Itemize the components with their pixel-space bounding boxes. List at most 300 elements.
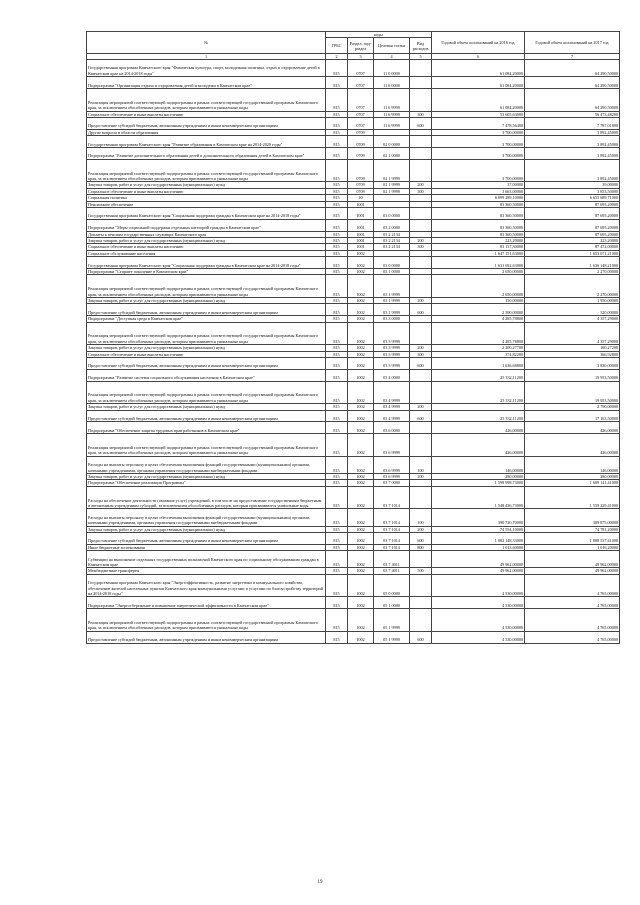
row-exptype [410,257,432,269]
row-exptype: 200 [410,182,432,188]
row-name: Государственная программа Камчатского края "Физическая культура, спорт, молодежная политика, отдых и оздоровление детей в Камчатском крае на 2014-2018 годы" [87,60,326,77]
row-section: 1002 [348,533,374,545]
row-section: 1002 [348,250,374,256]
header-index: 6 [432,54,525,60]
row-name: Реализация мероприятий соответствующей подпрограммы в рамках соответствующей государственной программы Камчатского края, за исключением обособленных расходов, которым присваиваются уникальные коды [87,322,326,345]
row-vol2017: 49 962,00000 [525,551,620,568]
row-target: 05 1 0000 [374,597,410,609]
row-grbs: 815 [326,136,348,148]
row-vol2017: 87 695,20000 [525,201,620,207]
row-exptype [410,208,432,220]
row-vol2017: 87 695,20000 [525,219,620,231]
row-name: Государственная программа Камчатского края "Социальная поддержка граждан в Камчатском крае на 2014-2018 годы" [87,208,326,220]
row-exptype [410,597,432,609]
row-section: 1001 [348,238,374,244]
row-name: Социальное обеспечение и иные выплаты населению [87,244,326,250]
row-vol2016: 374,82200 [432,351,525,357]
row-name: Межбюджетные трансферты [87,568,326,574]
row-name: Предоставление субсидий бюджетным, автономным учреждениям и иным некоммерческим организациям [87,410,326,422]
row-section: 1002 [348,275,374,298]
row-vol2016: 83 360,50000 [432,219,525,231]
row-name: Закупка товаров, работ и услуг для государственных (муниципальных) нужд [87,345,326,351]
row-exptype [410,159,432,182]
row-name: Предоставление субсидий бюджетным, автономным учреждениям и иным некоммерческим организациям [87,304,326,316]
table-row [87,533,620,545]
row-target: 11 0 0000 [374,60,410,77]
row-target: 11 6 9999 [374,88,410,111]
row-vol2017: 3 892,45000 [525,147,620,159]
row-grbs: 815 [326,597,348,609]
row-name: Реализация мероприятий соответствующей подпрограммы в рамках соответствующей государственной программы Камчатского края, за исключением обособленных расходов, которым присваиваются уникальные коды [87,159,326,182]
table-row [87,631,620,643]
row-vol2017: 2 270,00000 [525,269,620,275]
header-codes: коды [326,32,432,38]
row-exptype: 600 [410,304,432,316]
row-name: Социальное обеспечение и иные выплаты населению [87,188,326,194]
row-exptype [410,275,432,298]
row-vol2016: 3 700,00000 [432,136,525,148]
row-vol2016: 83 360,50000 [432,201,525,207]
row-vol2016: 1 647 151,63000 [432,250,525,256]
row-grbs: 815 [326,159,348,182]
row-name: Государственная программа Камчатского края "Энергоэффективность, развитие энергетики и коммунального хозяйства, обеспечение жителей населенных пунктов Камчатского края коммунальными услугами и услугами по благоустройству территорий на 2014-2018 годы" [87,574,326,597]
row-name: Расходы на выплаты персоналу в целях обеспечения выполнения функций государственными (муниципальными) органами, казенными учреждениями, органами управления государственными внебюджетными фондами [87,456,326,473]
row-vol2017: 1 950,00000 [525,298,620,304]
row-name: Подпрограмма "Меры социальной поддержки отдельных категорий граждан в Камчатском крае" [87,219,326,231]
row-vol2017: 320,00000 [525,304,620,316]
row-exptype [410,136,432,148]
row-name: Закупка товаров, работ и услуг для государственных (муниципальных) нужд [87,526,326,532]
row-section: 0707 [348,117,374,129]
row-grbs: 815 [326,316,348,322]
row-section: 1002 [348,456,374,473]
row-vol2016: 83 360,50000 [432,208,525,220]
row-vol2016: 25 332,11200 [432,381,525,404]
row-vol2016: 49 962,00000 [432,551,525,568]
row-vol2016: 49 962,00000 [432,568,525,574]
row-section: 1001 [348,244,374,250]
row-target: 03 3 9999 [374,351,410,357]
row-target: 11 6 0000 [374,77,410,89]
table-row [87,509,620,526]
row-target: 02 1 9999 [374,188,410,194]
table-row [87,88,620,111]
row-vol2017: 4 357,29000 [525,316,620,322]
row-section: 1001 [348,201,374,207]
row-vol2016: 74 554,10000 [432,526,525,532]
row-name: Расходы на обеспечение деятельности (оказание услуг) учреждений, в том числе на предоставление государственным бюджетным и автономным учреждениям субсидий, за исключением обособленных расходов, которым присваиваются уникальные коды [87,486,326,509]
row-grbs: 815 [326,269,348,275]
row-vol2016: 280,00000 [432,474,525,480]
row-exptype [410,422,432,434]
row-name: Подпрограмма "Обеспечение защиты трудовых прав работников в Камчатском крае" [87,422,326,434]
row-vol2016: 53 605,63000 [432,111,525,117]
row-vol2017: 160,27200 [525,345,620,351]
row-grbs: 815 [326,474,348,480]
header-exptype: Вид расходов [410,38,432,54]
row-exptype [410,369,432,381]
row-section: 1002 [348,544,374,550]
row-name: Доплаты к пенсиям государственных служащих Камчатского края [87,231,326,237]
row-grbs: 815 [326,182,348,188]
row-section: 1002 [348,404,374,410]
row-vol2017: 7 787,01800 [525,117,620,129]
row-grbs: 815 [326,351,348,357]
row-target: 03 7 1014 [374,526,410,532]
row-exptype: 500 [410,568,432,574]
row-exptype [410,147,432,159]
row-grbs: 815 [326,117,348,129]
row-section: 1002 [348,269,374,275]
header-section: Раздел, под-раздел [348,38,374,54]
row-section: 1002 [348,631,374,643]
row-exptype [410,551,432,568]
row-vol2017: 39,00000 [525,182,620,188]
row-vol2016: 3 700,00000 [432,129,525,135]
row-grbs: 815 [326,111,348,117]
table-row [87,434,620,457]
row-section: 1002 [348,480,374,486]
row-vol2017: 64 290,50000 [525,77,620,89]
row-grbs: 815 [326,129,348,135]
row-grbs: 815 [326,369,348,381]
row-vol2016: 61 084,20000 [432,77,525,89]
row-vol2016: 37,00000 [432,182,525,188]
row-section: 0707 [348,111,374,117]
row-section: 1002 [348,568,374,574]
row-name: Социальное обеспечение и иные выплаты населению [87,111,326,117]
row-grbs: 815 [326,526,348,532]
row-vol2016: 150,00000 [432,298,525,304]
row-exptype: 600 [410,117,432,129]
row-section: 1002 [348,351,374,357]
row-grbs: 815 [326,219,348,231]
row-name: Закупка товаров, работ и услуг для государственных (муниципальных) нужд [87,298,326,304]
row-exptype [410,60,432,77]
row-name: Реализация мероприятий соответствующей подпрограммы в рамках соответствующей государственной программы Камчатского края, за исключением обособленных расходов, которым присваиваются уникальные коды [87,609,326,632]
row-target: 03 4 9999 [374,381,410,404]
row-name: Предоставление субсидий бюджетным, автономным учреждениям и иным некоммерческим организациям [87,117,326,129]
row-section: 1002 [348,369,374,381]
row-grbs: 815 [326,88,348,111]
row-vol2017: 2 790,00000 [525,404,620,410]
row-vol2017: 389 875,00000 [525,509,620,526]
table-row [87,117,620,129]
row-name: Реализация мероприятий соответствующей подпрограммы в рамках соответствующей государственной программы Камчатского края, за исключением обособленных расходов, которым присваиваются уникальные коды [87,275,326,298]
row-vol2017: 6 655 689,71000 [525,195,620,201]
row-exptype: 100 [410,509,432,526]
row-name: Подпрограмма "Доступная среда в Камчатском крае" [87,316,326,322]
row-section: 1002 [348,597,374,609]
row-target: 03 3 9999 [374,345,410,351]
row-vol2017: 87 695,20000 [525,208,620,220]
row-target: 02 1 9999 [374,159,410,182]
row-exptype: 200 [410,404,432,410]
table-row [87,219,620,231]
row-name: Предоставление субсидий бюджетным, автономным учреждениям и иным некоммерческим организациям [87,533,326,545]
row-grbs: 815 [326,147,348,159]
row-section: 1002 [348,551,374,568]
row-vol2017: 3 853,50000 [525,188,620,194]
row-vol2017: 146,00000 [525,456,620,473]
header-grbs: ГРБС [326,38,348,54]
row-vol2016: 25 332,11200 [432,369,525,381]
row-section: 0709 [348,182,374,188]
row-section: 1002 [348,345,374,351]
row-exptype [410,88,432,111]
row-name: Государственная программа Камчатского края "Социальная поддержка граждан в Камчатском крае на 2014-2018 годы" [87,257,326,269]
table-row [87,136,620,148]
row-name: Закупка товаров, работ и услуг для государственных (муниципальных) нужд [87,474,326,480]
row-vol2017: 74 781,20000 [525,526,620,532]
row-vol2017: 56 473,48200 [525,111,620,117]
table-body [87,60,620,644]
row-name: Закупка товаров, работ и услуг для государственных (муниципальных) нужд [87,238,326,244]
header-vol2016: Годовой объем ассигнований на 2016 год [432,32,525,54]
row-name: Закупка товаров, работ и услуг для государственных (муниципальных) нужд [87,404,326,410]
row-vol2016: 4 285,78800 [432,316,525,322]
table-row [87,597,620,609]
row-target: 03 7 1014 [374,533,410,545]
row-vol2017: 3 830,00000 [525,358,620,370]
row-section: 1002 [348,298,374,304]
row-vol2017: 3 892,45000 [525,159,620,182]
row-vol2016: 4 530,00000 [432,631,525,643]
row-grbs: 815 [326,231,348,237]
table-row [87,422,620,434]
row-exptype: 600 [410,410,432,422]
row-target: 03 6 9999 [374,456,410,473]
row-vol2017: 4 765,00000 [525,597,620,609]
row-exptype: 800 [410,544,432,550]
row-vol2017: 87 472,00000 [525,244,620,250]
row-section: 1002 [348,358,374,370]
row-target: 03 1 9999 [374,275,410,298]
row-vol2016: 3 700,00000 [432,159,525,182]
row-target: 03 6 9999 [374,434,410,457]
row-section: 1002 [348,509,374,526]
header-index: 4 [374,54,410,60]
header-index: 1 [87,54,326,60]
row-grbs: 815 [326,322,348,345]
row-name: Подпрограмма "Обеспечение реализации Программы" [87,480,326,486]
row-exptype: 200 [410,526,432,532]
row-vol2017: 19 953,50000 [525,369,620,381]
row-vol2017: 64 290,50000 [525,60,620,77]
row-name: Государственная программа Камчатского края "Развитие образования в Камчатском крае на 2014-2020 годы" [87,136,326,148]
row-target: 03 7 1014 [374,544,410,550]
row-vol2016: 3 700,00000 [432,147,525,159]
row-section: 1002 [348,381,374,404]
row-vol2016: 426,00000 [432,422,525,434]
row-name: Расходы на выплаты персоналу в целях обеспечения выполнения функций государственными (муниципальными) органами, казенными учреждениями, органами управления государственными внебюджетными фондами [87,509,326,526]
row-target: 03 1 9999 [374,298,410,304]
header-num: № [87,32,326,54]
row-target: 03 2 0000 [374,219,410,231]
table-row [87,77,620,89]
row-section: 1001 [348,208,374,220]
table-row [87,486,620,509]
row-vol2017: 1 016,20000 [525,544,620,550]
row-name: Подпрограмма "Развитие системы социального обслуживания населения в Камчатском крае" [87,369,326,381]
row-grbs: 815 [326,77,348,89]
row-section: 0709 [348,136,374,148]
row-target: 03 4 9999 [374,410,410,422]
table-row [87,147,620,159]
row-name: Социальная политика [87,195,326,201]
row-vol2017: 4 765,00000 [525,574,620,597]
row-grbs: 815 [326,188,348,194]
row-vol2016: 1 548 436,73000 [432,486,525,509]
row-target: 03 2 2134 [374,231,410,237]
row-grbs: 815 [326,238,348,244]
row-vol2016: 1 631 692,63000 [432,257,525,269]
row-grbs: 815 [326,304,348,316]
row-section: 1002 [348,526,374,532]
row-vol2016: 7 478,56400 [432,117,525,129]
row-section: 1002 [348,422,374,434]
row-section: 1002 [348,609,374,632]
row-name: Подпрограмма "Организация отдыха и оздоровления детей и молодежи в Камчатском крае" [87,77,326,89]
row-exptype: 600 [410,631,432,643]
row-grbs: 815 [326,434,348,457]
row-vol2017: 1 609 141,41000 [525,480,620,486]
row-vol2016: 2 650,00000 [432,269,525,275]
row-vol2016: 3 663,00000 [432,188,525,194]
row-grbs: 815 [326,631,348,643]
row-target: 05 1 9999 [374,609,410,632]
row-exptype: 300 [410,111,432,117]
row-vol2017: 280,00000 [525,474,620,480]
row-vol2017: 366,92800 [525,351,620,357]
row-grbs: 815 [326,456,348,473]
row-section: 1002 [348,304,374,316]
row-vol2017: 3 892,45000 [525,136,620,148]
row-section: 1002 [348,257,374,269]
row-vol2017: 223,20000 [525,238,620,244]
table-row [87,275,620,298]
row-grbs: 815 [326,208,348,220]
row-section: 10 [348,195,374,201]
row-vol2016: 390 720,70000 [432,509,525,526]
row-target: 03 6 0000 [374,422,410,434]
row-name: Подпрограмма "Старшее поколение в Камчатском крае" [87,269,326,275]
row-exptype: 300 [410,188,432,194]
row-section: 0709 [348,147,374,159]
row-section: 0709 [348,188,374,194]
row-section: 0707 [348,60,374,77]
row-target: 03 7 0000 [374,480,410,486]
row-vol2017: 1 088 537,41000 [525,533,620,545]
row-vol2016: 83 137,30000 [432,244,525,250]
row-grbs: 815 [326,257,348,269]
row-vol2016: 426,00000 [432,434,525,457]
row-section: 1002 [348,322,374,345]
row-grbs: 815 [326,244,348,250]
row-name: Реализация мероприятий соответствующей подпрограммы в рамках соответствующей государственной программы Камчатского края, за исключением обособленных расходов, которым присваиваются уникальные коды [87,88,326,111]
row-section: 1001 [348,231,374,237]
row-grbs: 815 [326,250,348,256]
row-grbs: 815 [326,544,348,550]
header-target: Целевая статья [374,38,410,54]
row-name: Предоставление субсидий бюджетным, автономным учреждениям и иным некоммерческим организациям [87,631,326,643]
header-index: 5 [410,54,432,60]
row-exptype: 200 [410,345,432,351]
row-grbs: 815 [326,410,348,422]
row-vol2017: 4 357,29000 [525,322,620,345]
row-vol2016: 61 084,20000 [432,88,525,111]
document-page [86,31,619,644]
row-grbs: 815 [326,298,348,304]
row-grbs: 815 [326,404,348,410]
row-vol2017: 1 559 229,41000 [525,486,620,509]
row-vol2016: 2 650,00000 [432,275,525,298]
table-row [87,159,620,182]
row-target: 03 4 9999 [374,404,410,410]
table-row [87,257,620,269]
row-target: 11 6 9999 [374,117,410,129]
table-row [87,609,620,632]
row-exptype: 200 [410,474,432,480]
row-grbs: 815 [326,574,348,597]
row-target: 02 0 0000 [374,136,410,148]
row-name: Пенсионное обеспечение [87,201,326,207]
row-vol2017: 17 163,50000 [525,410,620,422]
row-grbs: 815 [326,551,348,568]
row-exptype: 100 [410,456,432,473]
row-vol2016: 2 500,00000 [432,304,525,316]
row-target: 03 7 1014 [374,509,410,526]
page-number: 19 [317,880,323,885]
row-name: Реализация мероприятий соответствующей подпрограммы в рамках соответствующей государственной программы Камчатского края, за исключением обособленных расходов, которым присваиваются уникальные коды [87,381,326,404]
row-exptype: 200 [410,298,432,304]
row-target: 05 0 0000 [374,574,410,597]
row-target: 03 0 0000 [374,208,410,220]
header-index: 7 [525,54,620,60]
row-name: Подпрограмма "Развитие дополнительного образования детей и дополнительного образования детей в Камчатском крае" [87,147,326,159]
row-vol2017: 1 653 071,21000 [525,250,620,256]
row-vol2016: 1 013,60000 [432,544,525,550]
row-target: 03 2 2134 [374,244,410,250]
row-section: 0707 [348,88,374,111]
table-row [87,358,620,370]
table-row [87,60,620,77]
table-row [87,574,620,597]
row-target: 03 4 0000 [374,369,410,381]
row-name: Субвенции на выполнение отдельных государственных полномочий Камчатского края по социальному обслуживанию граждан в Камчатском крае [87,551,326,568]
header-index: 3 [348,54,374,60]
row-section: 0709 [348,129,374,135]
row-target: 02 1 0000 [374,147,410,159]
row-target: 03 0 0000 [374,257,410,269]
row-name: Реализация мероприятий соответствующей подпрограммы в рамках соответствующей государственной программы Камчатского края, за исключением обособленных расходов, которым присваиваются уникальные коды [87,434,326,457]
row-grbs: 815 [326,201,348,207]
row-vol2016: 4 530,00000 [432,574,525,597]
row-grbs: 815 [326,422,348,434]
table-row [87,369,620,381]
row-vol2016: 1 636,68800 [432,358,525,370]
table-row [87,551,620,568]
row-section: 1002 [348,574,374,597]
row-exptype [410,77,432,89]
row-vol2017: 426,00000 [525,422,620,434]
row-vol2017: 49 962,00000 [525,568,620,574]
row-target: 03 3 9999 [374,322,410,345]
table-row [87,410,620,422]
row-exptype: 300 [410,244,432,250]
header-index: 2 [326,54,348,60]
row-target: 03 7 4011 [374,551,410,568]
